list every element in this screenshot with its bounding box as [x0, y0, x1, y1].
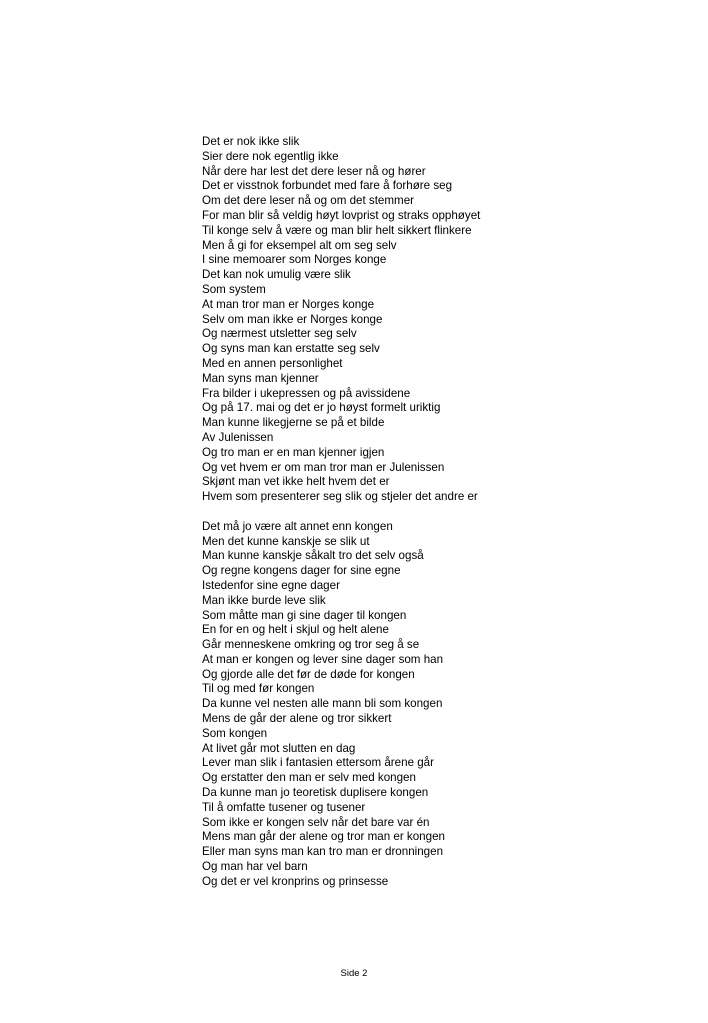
- poem-line: Og man har vel barn: [202, 860, 308, 874]
- poem-line: Eller man syns man kan tro man er dronningen: [202, 845, 444, 859]
- page-number: Side 2: [340, 968, 368, 979]
- poem-line: For man blir så veldig høyt lovprist og straks opphøyet: [202, 208, 481, 222]
- poem-line: Og tro man er en man kjenner igjen: [202, 445, 385, 459]
- poem-line: Det må jo være alt annet enn kongen: [202, 519, 393, 533]
- poem-line: Istedenfor sine egne dager: [202, 578, 340, 592]
- poem-line: Og syns man kan erstatte seg selv: [202, 342, 380, 356]
- poem-line: Det kan nok umulig være slik: [202, 268, 351, 282]
- poem-line: Som ikke er kongen selv når det bare var én: [202, 815, 430, 829]
- poem-line: Mens de går der alene og tror sikkert: [202, 712, 392, 726]
- poem-line: Til å omfatte tusener og tusener: [202, 800, 366, 814]
- poem-line: Av Julenissen: [202, 430, 274, 444]
- poem-line: Det er nok ikke slik: [202, 135, 300, 148]
- poem-line: I sine memoarer som Norges konge: [202, 253, 387, 267]
- poem-line: Og på 17. mai og det er jo høyst formelt uriktig: [202, 401, 441, 415]
- poem-line: Som kongen: [202, 726, 268, 740]
- stanza: [202, 520, 682, 890]
- poem-line: Og erstatter den man er selv med kongen: [202, 771, 416, 785]
- poem-line: Når dere har lest det dere leser nå og hører: [202, 164, 426, 178]
- poem-line: Og vet hvem er om man tror man er Julenissen: [202, 460, 445, 474]
- poem-line: Som måtte man gi sine dager til kongen: [202, 608, 407, 622]
- poem-line: Da kunne man jo teoretisk duplisere kongen: [202, 786, 429, 800]
- poem-line: Går menneskene omkring og tror seg å se: [202, 638, 420, 652]
- poem-line: Men det kunne kanskje se slik ut: [202, 534, 370, 548]
- poem-line: Til konge selv å være og man blir helt sikkert flinkere: [202, 223, 472, 237]
- stanza: [202, 135, 682, 505]
- poem-line: Man ikke burde leve slik: [202, 593, 326, 607]
- poem-line: Og gjorde alle det før de døde for kongen: [202, 667, 415, 681]
- poem-line: Om det dere leser nå og om det stemmer: [202, 194, 414, 208]
- poem-line: Skjønt man vet ikke helt hvem det er: [202, 475, 390, 489]
- poem-line: Og regne kongens dager for sine egne: [202, 564, 401, 578]
- poem-line: At man tror man er Norges konge: [202, 297, 375, 311]
- poem-line: At livet går mot slutten en dag: [202, 741, 356, 755]
- poem-line: En for en og helt i skjul og helt alene: [202, 623, 389, 637]
- poem-line: Hvem som presenterer seg slik og stjeler det andre er: [202, 490, 478, 504]
- poem-body: [202, 135, 682, 890]
- poem-line: Sier dere nok egentlig ikke: [202, 149, 339, 163]
- poem-line: Men å gi for eksempel alt om seg selv: [202, 238, 397, 252]
- poem-line: Selv om man ikke er Norges konge: [202, 312, 383, 326]
- poem-line: Da kunne vel nesten alle mann bli som kongen: [202, 697, 443, 711]
- poem-line: Og det er vel kronprins og prinsesse: [202, 874, 389, 888]
- poem-line: Man syns man kjenner: [202, 371, 319, 385]
- poem-line: Man kunne likegjerne se på et bilde: [202, 416, 385, 430]
- poem-line: Og nærmest utsletter seg selv: [202, 327, 357, 341]
- poem-line: Mens man går der alene og tror man er kongen: [202, 830, 445, 844]
- poem-line: Man kunne kanskje såkalt tro det selv også: [202, 549, 424, 563]
- poem-line: Lever man slik i fantasien ettersom årene går: [202, 756, 434, 770]
- poem-line: Det er visstnok forbundet med fare å forhøre seg: [202, 179, 453, 193]
- poem-line: Til og med før kongen: [202, 682, 315, 696]
- poem-line: Med en annen personlighet: [202, 356, 343, 370]
- poem-line: Som system: [202, 282, 266, 296]
- poem-line: At man er kongen og lever sine dager som han: [202, 652, 444, 666]
- poem-line: Fra bilder i ukepressen og på avissidene: [202, 386, 411, 400]
